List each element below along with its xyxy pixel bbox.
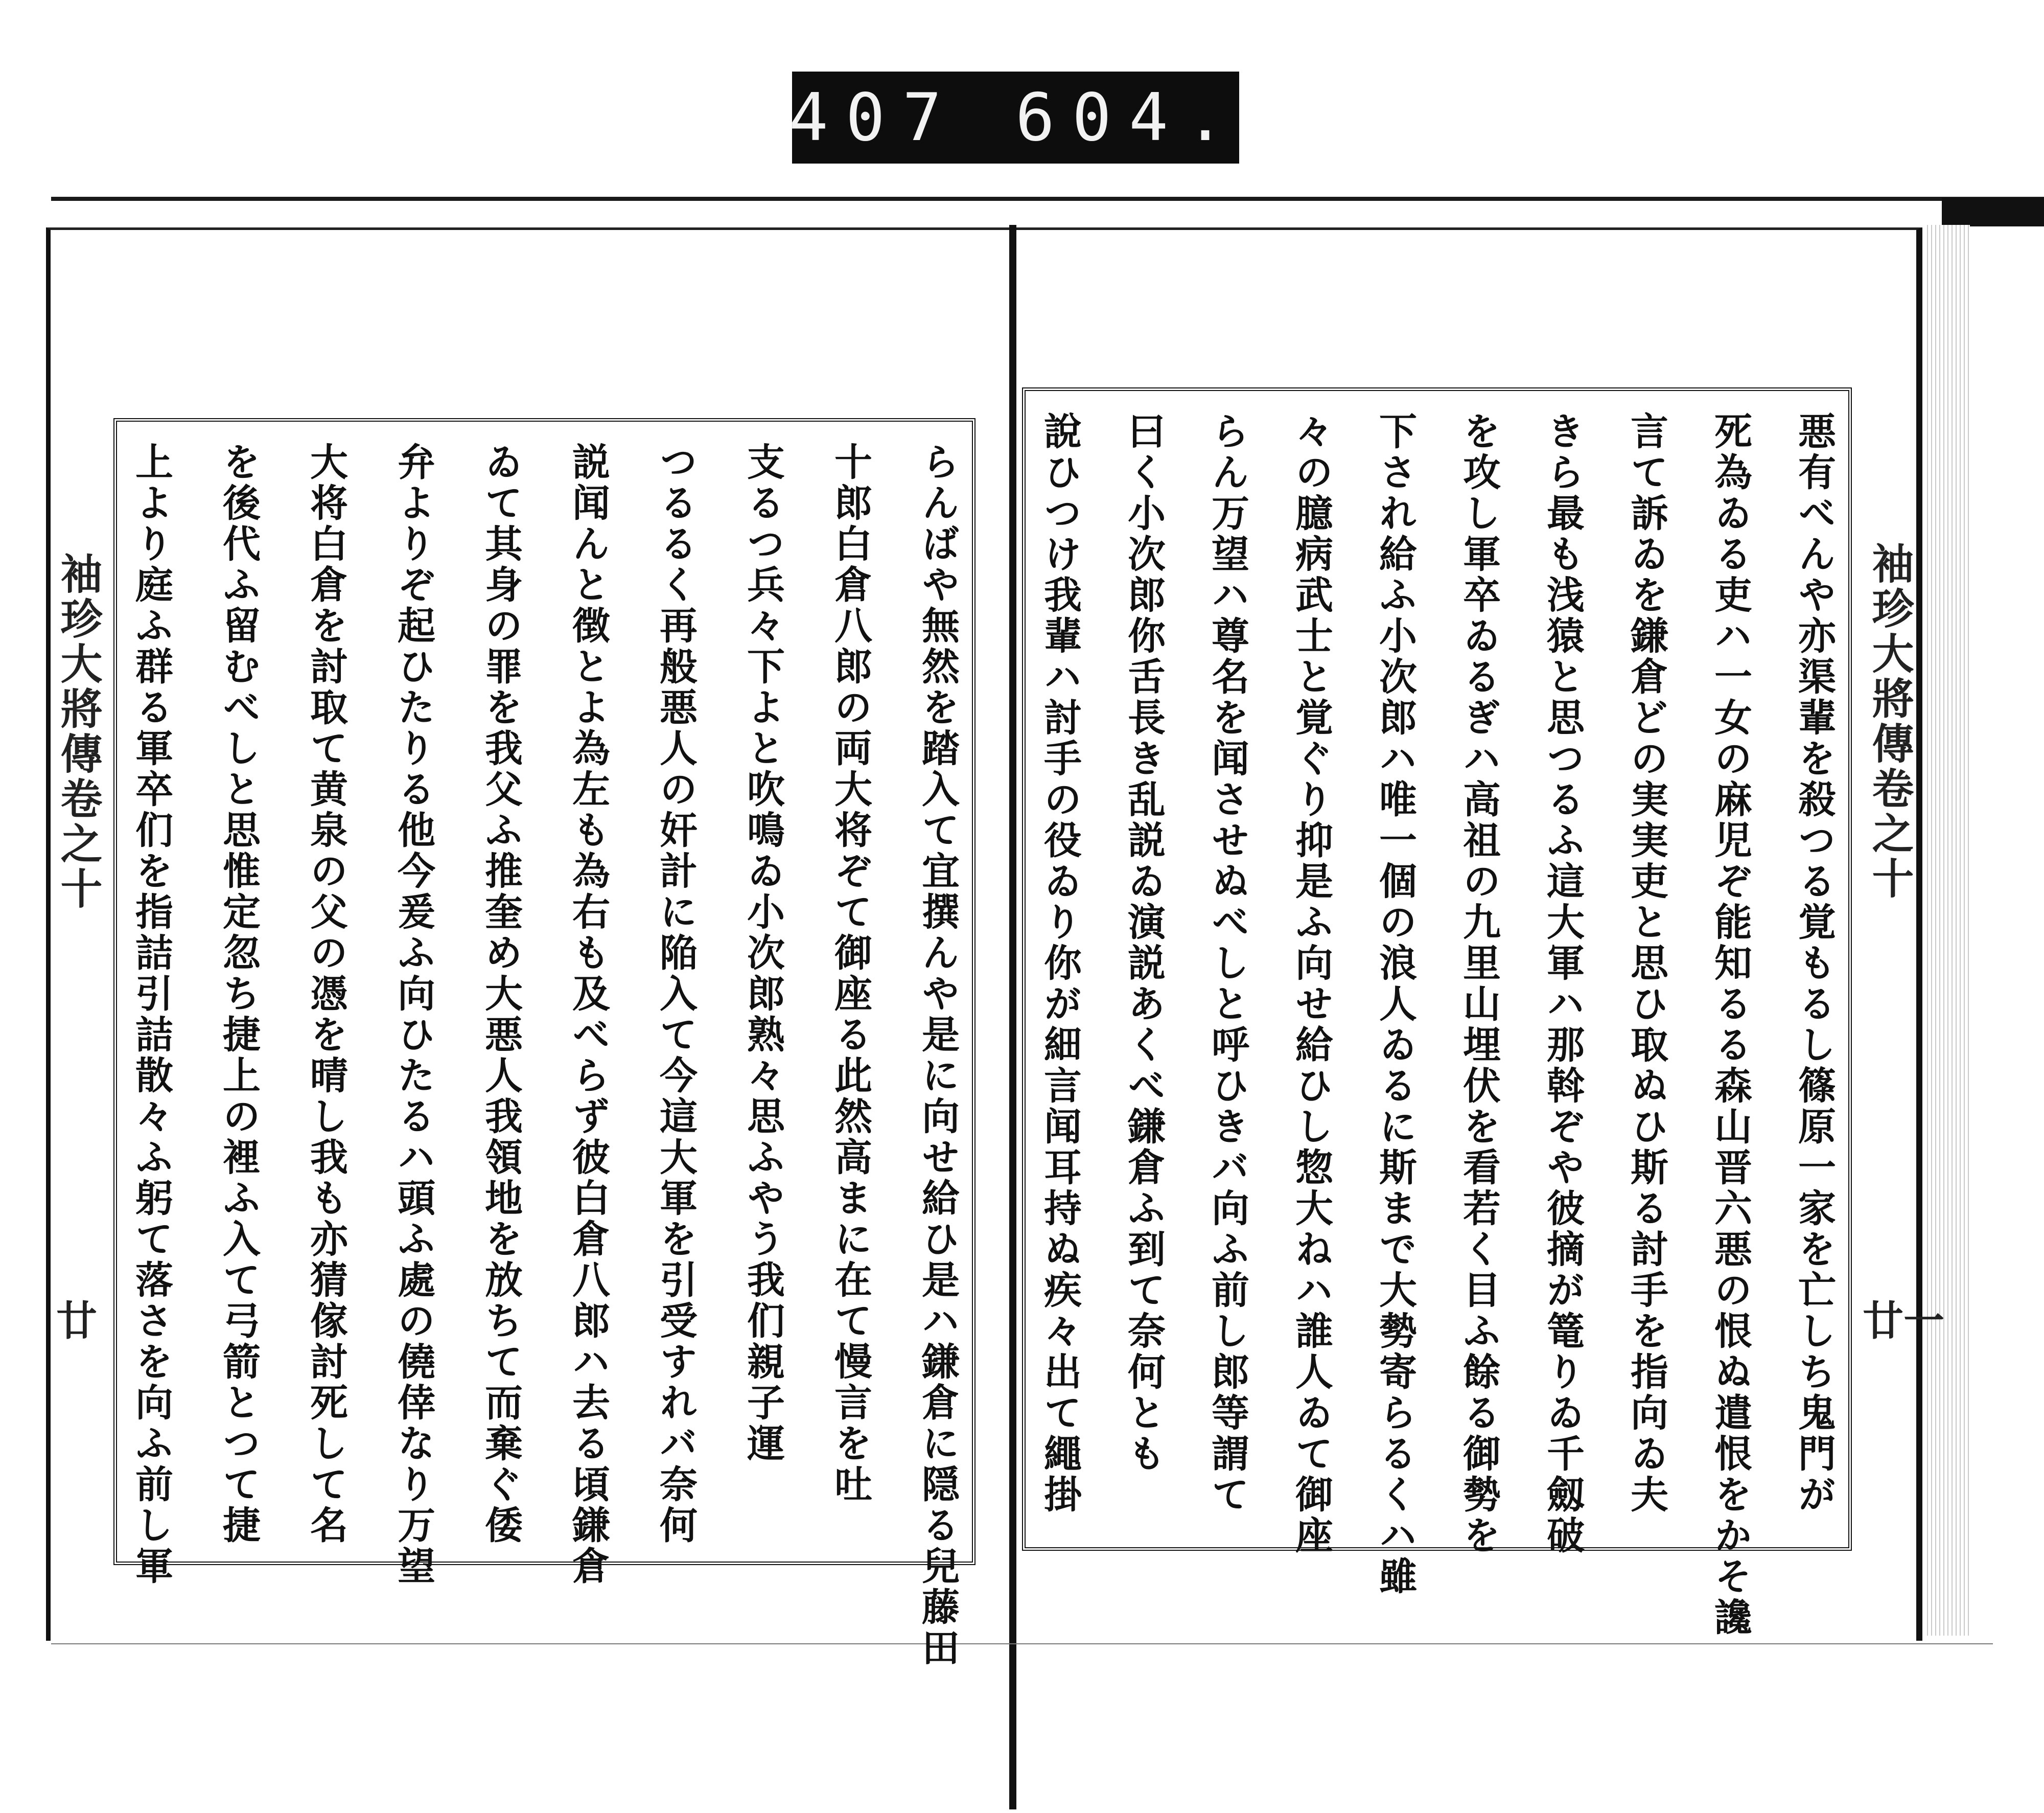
right-page-folio: 廿一: [1863, 1297, 1944, 1345]
bottom-edge: [51, 1643, 1993, 1648]
reel-label: [788, 72, 1243, 164]
text-column: を後代ふ留むべしと思惟定忽ち捷上の裡ふ入て弓箭とつて捷: [217, 442, 261, 1546]
right-page-title: 袖珍大將傳卷之十: [1865, 542, 1914, 902]
left-page-folio: 廿: [56, 1297, 97, 1345]
right-text-columns: [1038, 411, 1836, 1638]
right-text-frame: [1022, 387, 1852, 1638]
left-text-frame: [113, 418, 975, 1669]
text-column: 説闻んと徴とよ為左も為右も及べらず彼白倉八郎ハ去る頃鎌倉: [566, 442, 610, 1587]
text-column: 弁よりぞ起ひたりる他今爰ふ向ひたるハ頭ふ處の僥倖なり万望: [391, 442, 435, 1587]
text-column: を攻し軍卒ゐるぎハ高祖の九里山埋伏を看若く目ふ餘る御勢を: [1457, 411, 1501, 1556]
text-column: 曰く小次郎你舌長き乱説ゐ演説あくべ鎌倉ふ到て奈何とも: [1122, 411, 1166, 1475]
text-column: 下され給ふ小次郎ハ唯一個の浪人ゐるに斯まで大勢寄らるくハ雖: [1373, 411, 1417, 1597]
book-spine: [1009, 225, 1016, 1809]
book-top-edge: [51, 197, 2044, 232]
text-column: 支るつ兵々下よと吹鳴ゐ小次郎熟々思ふやう我们親子運: [741, 442, 785, 1464]
left-page-title: 袖珍大將傳卷之十: [54, 552, 103, 912]
text-column: きら最も浅猿と思つるふ這大軍ハ那斡ぞや彼摘が篭りゐ千劔破: [1541, 411, 1585, 1556]
text-column: 々の臆病武士と覚ぐり抑是ふ向せ給ひし惣大ねハ誰人ゐて御座: [1289, 411, 1333, 1556]
text-column: 大将白倉を討取て黄泉の父の憑を晴し我も亦猜傢討死して名: [304, 442, 348, 1546]
reel-number-left: 407: [788, 79, 959, 156]
reel-number-right: 604.: [1015, 79, 1243, 156]
text-column: 十郎白倉八郎の両大将ぞて御座る此然高まに在て慢言を吐: [828, 442, 872, 1505]
text-column: つるるく再般悪人の奸計に陥入て今這大軍を引受すれバ奈何: [654, 442, 698, 1546]
text-column: 上より庭ふ群る軍卒们を指詰引詰散々ふ躬て落さを向ふ前し軍: [129, 442, 173, 1587]
text-column: 言て訴ゐを鎌倉どの実実吏と思ひ取ぬひ斯る討手を指向ゐ夫: [1624, 411, 1668, 1516]
text-column: らんばや無然を踏入て宜撰んや是に向せ給ひ是ハ鎌倉に隠る兒藤田: [916, 442, 960, 1669]
left-text-columns: [129, 442, 960, 1669]
text-column: らん万望ハ尊名を闻させぬべしと呼ひきバ向ふ前し郎等謂て: [1205, 411, 1249, 1516]
text-column: 死為ゐる吏ハ一女の麻児ぞ能知るる森山晋六悪の恨ぬ遣恨をかそ讒: [1708, 411, 1752, 1638]
text-column: 悪有べんや亦渠輩を殺つる覚もるし篠原一家を亡しち鬼門が: [1792, 411, 1836, 1516]
text-column: ゐて其身の罪を我父ふ推奎め大悪人我領地を放ちて而棄ぐ倭: [479, 442, 523, 1546]
fore-edge: [1924, 225, 1970, 1636]
text-column: 說ひつけ我輩ハ討手の役ゐり你が細言闻耳持ぬ疾々出て繩掛: [1038, 411, 1082, 1516]
